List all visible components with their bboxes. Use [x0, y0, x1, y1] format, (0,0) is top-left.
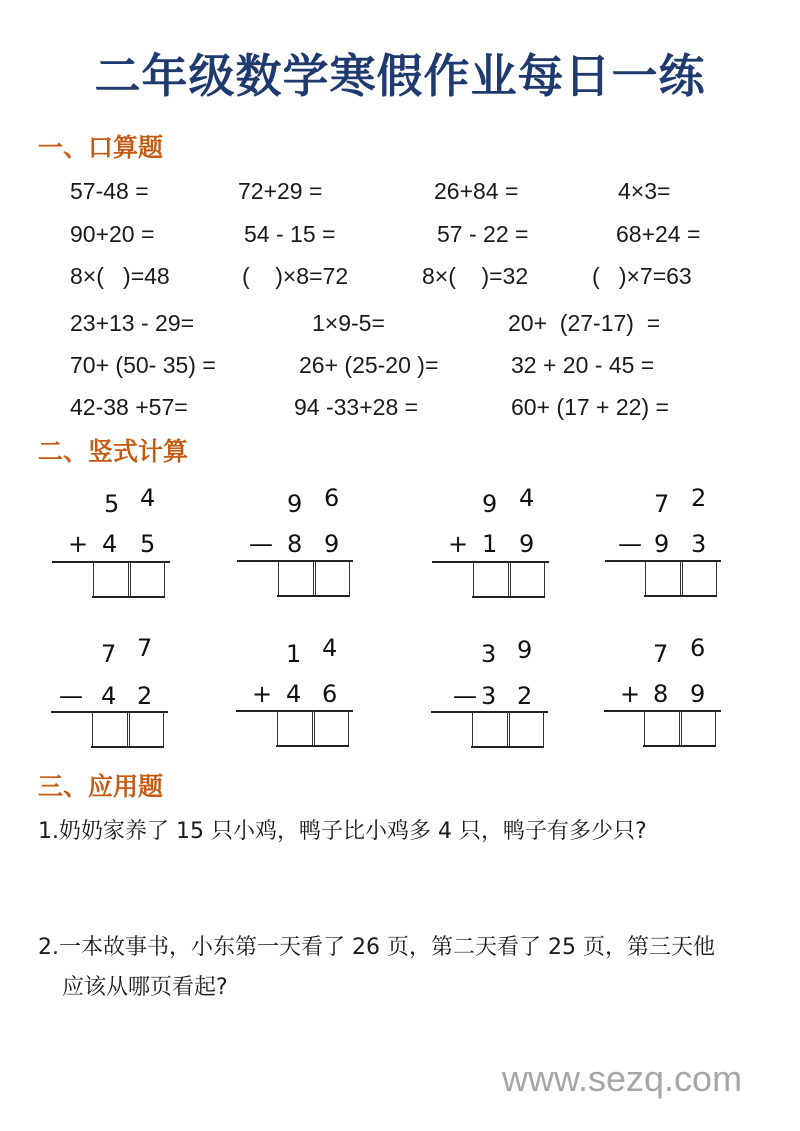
- top-tens: 9: [482, 490, 498, 518]
- oral-problem: 54 - 15 =: [244, 221, 336, 247]
- oral-problem: 42-38 +57=: [70, 394, 188, 420]
- answer-base-line: [471, 746, 544, 748]
- bottom-tens: 3: [481, 682, 497, 710]
- bottom-tens: 4: [102, 530, 118, 558]
- answer-box-ones[interactable]: [129, 712, 164, 746]
- oral-problem: 32 + 20 - 45 =: [511, 352, 655, 378]
- bottom-ones: 2: [137, 682, 153, 710]
- oral-problem: 68+24 =: [616, 221, 701, 247]
- bottom-tens: 8: [653, 680, 669, 708]
- answer-box-tens[interactable]: [644, 711, 680, 745]
- answer-base-line: [643, 745, 716, 747]
- answer-box-ones[interactable]: [681, 711, 716, 745]
- top-ones: 6: [324, 484, 340, 512]
- answer-base-line: [91, 746, 164, 748]
- answer-box-tens[interactable]: [277, 711, 313, 745]
- bottom-tens: 1: [482, 530, 498, 558]
- operator: —: [59, 682, 83, 710]
- bottom-ones: 9: [690, 680, 706, 708]
- answer-base-line: [472, 596, 545, 598]
- operator: +: [252, 680, 273, 708]
- top-ones: 9: [517, 636, 533, 664]
- oral-problem: 26+ (25-20 )=: [299, 352, 439, 378]
- bottom-ones: 9: [324, 530, 340, 558]
- top-tens: 7: [654, 490, 670, 518]
- section-heading-applied: 三、应用题: [38, 772, 164, 801]
- oral-problem: 57 - 22 =: [437, 221, 529, 247]
- oral-problem: 60+ (17 + 22) =: [511, 394, 669, 420]
- top-tens: 7: [101, 640, 117, 668]
- answer-box-tens[interactable]: [645, 561, 681, 595]
- vertical-problem: [604, 632, 734, 762]
- bottom-ones: 3: [691, 530, 707, 558]
- word-problem-2-continued: 应该从哪页看起?: [62, 975, 228, 1000]
- top-tens: 7: [653, 640, 669, 668]
- top-ones: 4: [519, 484, 535, 512]
- top-ones: 7: [137, 634, 153, 662]
- answer-box-ones[interactable]: [314, 711, 349, 745]
- top-ones: 4: [140, 484, 156, 512]
- answer-box-ones[interactable]: [509, 712, 544, 746]
- watermark: www.sezq.com: [502, 1058, 743, 1099]
- vertical-problem: [432, 482, 562, 612]
- answer-box-tens[interactable]: [93, 562, 129, 596]
- operator: +: [68, 530, 89, 558]
- bottom-tens: 4: [286, 680, 302, 708]
- bottom-ones: 2: [517, 682, 533, 710]
- top-ones: 6: [690, 634, 706, 662]
- page-title: 二年级数学寒假作业每日一练: [94, 49, 706, 103]
- vertical-problem: [605, 482, 735, 612]
- oral-problem: 72+29 =: [238, 178, 323, 204]
- vertical-problem: [237, 482, 367, 612]
- oral-problem: ( )×8=72: [242, 263, 349, 289]
- answer-box-tens[interactable]: [278, 561, 314, 595]
- section-heading-oral: 一、口算题: [38, 133, 164, 162]
- answer-base-line: [92, 596, 165, 598]
- vertical-problem: [52, 482, 182, 612]
- oral-problem: 90+20 =: [70, 221, 155, 247]
- top-tens: 5: [104, 490, 120, 518]
- answer-box-ones[interactable]: [130, 562, 165, 596]
- vertical-problem: [51, 632, 181, 762]
- answer-box-tens[interactable]: [472, 712, 508, 746]
- top-ones: 4: [322, 634, 338, 662]
- operator: —: [453, 682, 477, 710]
- word-problem-1: 1.奶奶家养了 15 只小鸡，鸭子比小鸡多 4 只，鸭子有多少只?: [38, 819, 647, 844]
- answer-base-line: [644, 595, 717, 597]
- answer-box-ones[interactable]: [682, 561, 717, 595]
- bottom-ones: 6: [322, 680, 338, 708]
- oral-problem: ( )×7=63: [592, 263, 692, 289]
- bottom-tens: 9: [654, 530, 670, 558]
- bottom-ones: 5: [140, 530, 156, 558]
- oral-problem: 20+ (27-17) =: [508, 310, 661, 336]
- operator: —: [249, 530, 273, 558]
- oral-problem: 8×( )=32: [422, 263, 529, 289]
- top-ones: 2: [691, 484, 707, 512]
- answer-box-ones[interactable]: [315, 561, 350, 595]
- word-problem-2: 2.一本故事书，小东第一天看了 26 页，第二天看了 25 页，第三天他: [38, 935, 715, 960]
- operator: +: [620, 680, 641, 708]
- answer-base-line: [276, 745, 349, 747]
- top-tens: 9: [287, 490, 303, 518]
- oral-problem: 8×( )=48: [70, 263, 170, 289]
- oral-problem: 4×3=: [618, 178, 671, 204]
- bottom-tens: 4: [101, 682, 117, 710]
- oral-problem: 23+13 - 29=: [70, 310, 195, 336]
- oral-problem: 94 -33+28 =: [294, 394, 419, 420]
- vertical-problem: [431, 632, 561, 762]
- answer-box-ones[interactable]: [510, 562, 545, 596]
- oral-problem: 70+ (50- 35) =: [70, 352, 216, 378]
- operator: —: [618, 530, 642, 558]
- bottom-ones: 9: [519, 530, 535, 558]
- oral-problem: 57-48 =: [70, 178, 149, 204]
- oral-problem: 1×9-5=: [312, 310, 385, 336]
- operator: +: [448, 530, 469, 558]
- top-tens: 3: [481, 640, 497, 668]
- answer-base-line: [277, 595, 350, 597]
- answer-box-tens[interactable]: [473, 562, 509, 596]
- vertical-problem: [236, 632, 366, 762]
- top-tens: 1: [286, 640, 302, 668]
- oral-problem: 26+84 =: [434, 178, 519, 204]
- section-heading-vertical: 二、竖式计算: [38, 437, 189, 466]
- answer-box-tens[interactable]: [92, 712, 128, 746]
- bottom-tens: 8: [287, 530, 303, 558]
